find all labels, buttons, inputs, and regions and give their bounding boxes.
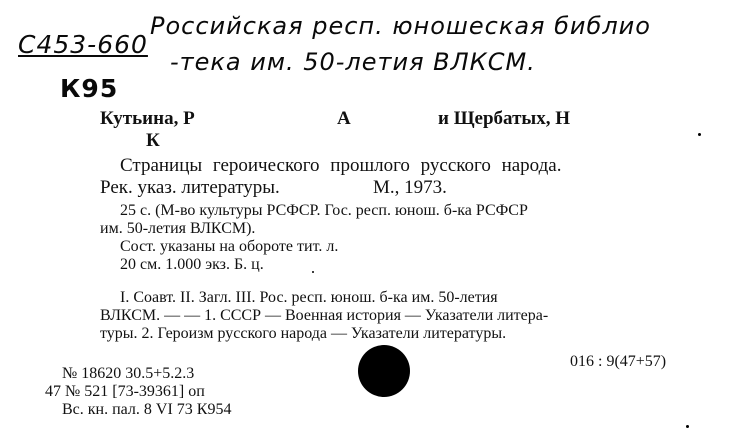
title-line-2-b: М., 1973. — [373, 177, 447, 198]
cutter-number: К95 — [60, 74, 119, 103]
library-note-line-1: Российская респ. юношеская библио — [150, 12, 651, 40]
collation-line-1: 25 с. (М-во культуры РСФСР. Гос. респ. юнош. б-ка РСФСР — [120, 202, 528, 219]
collation-line-2: им. 50-летия ВЛКСМ). — [100, 220, 256, 237]
imprint-line-3: Вс. кн. пал. 8 VI 73 К954 — [62, 401, 232, 418]
author-surname: Кутьина, Р — [100, 108, 195, 129]
author-initial-k: К — [146, 130, 160, 151]
library-note-line-2: -тека им. 50-летия ВЛКСМ. — [170, 48, 536, 76]
coauthor: и Щербатых, Н — [438, 108, 571, 129]
author-initial-a: А — [337, 108, 351, 129]
imprint-line-2: 47 № 521 [73-39361] оп — [45, 383, 205, 400]
card-punch-hole — [358, 345, 410, 397]
collation-line-4: 20 см. 1.000 экз. Б. ц. — [120, 256, 264, 273]
collation-line-3: Сост. указаны на обороте тит. л. — [120, 238, 339, 255]
scan-speck — [686, 425, 689, 428]
shelfmark-handwritten: С453-660 — [18, 30, 148, 59]
title-line-2-a: Рек. указ. литературы. — [100, 177, 280, 198]
title-line-1: Страницы героического прошлого русского народа. — [120, 155, 562, 176]
imprint-line-1: № 18620 30.5+5.2.3 — [62, 365, 195, 382]
tracings-line-1: I. Соавт. II. Загл. III. Рос. респ. юнош. б-ка им. 50-летия — [120, 289, 498, 306]
tracings-line-3: туры. 2. Героизм русского народа — Указатели литературы. — [100, 325, 507, 342]
scan-speck — [698, 133, 701, 136]
classification-number: 016 : 9(47+57) — [570, 353, 667, 370]
tracings-line-2: ВЛКСМ. — — 1. СССР — Военная история — Указатели литера- — [100, 307, 549, 324]
scan-speck — [312, 271, 314, 273]
